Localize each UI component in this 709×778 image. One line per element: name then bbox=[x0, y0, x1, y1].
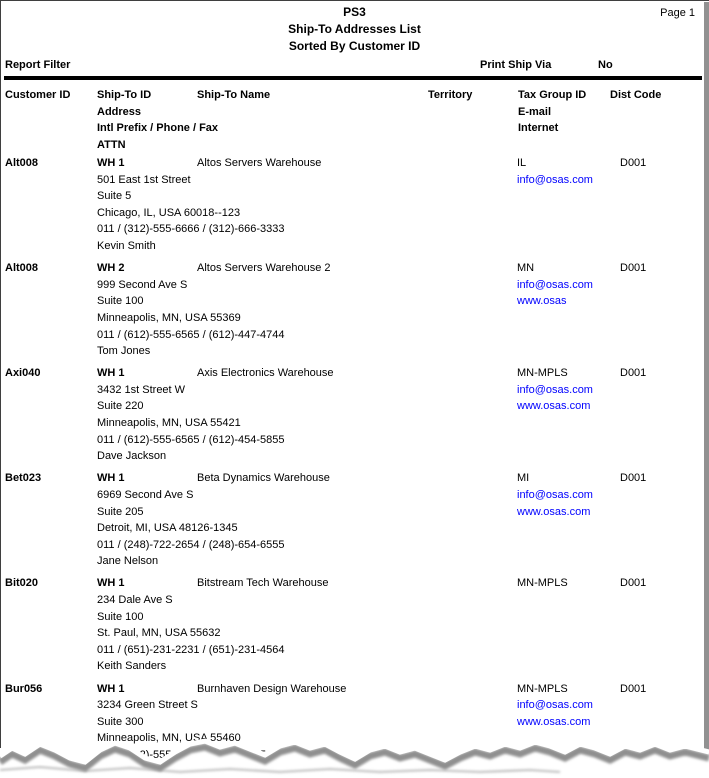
col-header-territory: Territory bbox=[428, 89, 473, 101]
tax-group-id: MN-MPLS bbox=[517, 367, 568, 380]
tax-group-id: MN-MPLS bbox=[517, 682, 568, 695]
tax-group-id: IL bbox=[517, 157, 527, 169]
print-ship-via-value: No bbox=[598, 59, 613, 71]
ship-to-id: WH 1 bbox=[97, 367, 125, 380]
report-sort-line: Sorted By Customer ID bbox=[288, 39, 421, 53]
attn-name: Kevin Smith bbox=[97, 240, 156, 252]
customer-id: Alt008 bbox=[5, 262, 39, 275]
address-line-1: 3432 1st Street W bbox=[97, 383, 186, 396]
phone-line: 011 / (651)-231-2231 / (651)-231-4564 bbox=[97, 643, 285, 656]
internet-link: www.osas bbox=[517, 295, 567, 308]
attn-name: Jane Nelson bbox=[97, 555, 159, 568]
print-ship-via-label: Print Ship Via bbox=[480, 59, 552, 71]
ship-to-name: Burnhaven Design Warehouse bbox=[197, 682, 347, 695]
city-line: Detroit, MI, USA 48126-1345 bbox=[97, 522, 238, 535]
dist-code: D001 bbox=[620, 682, 647, 695]
ship-to-id: WH 1 bbox=[97, 157, 125, 169]
header-rule bbox=[4, 76, 702, 80]
customer-id: Alt008 bbox=[5, 157, 39, 169]
col-header-customer-id: Customer ID bbox=[5, 89, 71, 101]
email-link: info@osas.com bbox=[517, 278, 593, 291]
col-header-internet: Internet bbox=[518, 122, 559, 134]
address-line-2: Suite 100 bbox=[97, 610, 144, 623]
dist-code: D001 bbox=[620, 577, 647, 590]
address-line-2: Suite 5 bbox=[97, 190, 132, 203]
attn-name: Keith Sanders bbox=[97, 660, 167, 673]
ship-to-id: WH 1 bbox=[97, 682, 125, 695]
ship-to-id: WH 1 bbox=[97, 577, 125, 590]
customer-id: Axi040 bbox=[5, 367, 41, 380]
dist-code: D001 bbox=[620, 262, 647, 275]
tax-group-id: MN-MPLS bbox=[517, 577, 568, 590]
attn-name: Dave Jackson bbox=[97, 450, 167, 463]
city-line: Minneapolis, MN, USA 55369 bbox=[97, 311, 241, 324]
phone-line: 011 / (612)-555-6565 / (612)-447-4744 bbox=[97, 328, 285, 341]
address-line-1: 3234 Green Street S bbox=[97, 699, 198, 712]
report-filter-label: Report Filter bbox=[5, 59, 71, 71]
dist-code: D001 bbox=[620, 472, 647, 485]
email-link: info@osas.com bbox=[517, 488, 593, 501]
col-header-phone-fax: Intl Prefix / Phone / Fax bbox=[97, 122, 219, 134]
col-header-tax-group-id: Tax Group ID bbox=[518, 89, 587, 101]
ship-to-id: WH 2 bbox=[97, 262, 125, 275]
address-line-2: Suite 300 bbox=[97, 715, 144, 728]
dist-code: D001 bbox=[620, 157, 647, 169]
tax-group-id: MI bbox=[517, 472, 530, 485]
ship-to-id: WH 1 bbox=[97, 472, 125, 485]
customer-id: Bit020 bbox=[5, 577, 39, 590]
ship-to-name: Axis Electronics Warehouse bbox=[197, 367, 334, 380]
report-subtitle: Ship-To Addresses List bbox=[288, 22, 421, 36]
email-link: info@osas.com bbox=[517, 173, 593, 186]
col-header-email: E-mail bbox=[518, 105, 552, 118]
col-header-ship-to-name: Ship-To Name bbox=[197, 89, 271, 101]
tax-group-id: MN bbox=[517, 262, 535, 275]
page-number: Page 1 bbox=[660, 7, 695, 19]
ship-to-name: Altos Servers Warehouse bbox=[197, 157, 322, 169]
ship-to-name: Beta Dynamics Warehouse bbox=[197, 472, 330, 485]
page-border-left bbox=[0, 0, 1, 748]
dist-code: D001 bbox=[620, 367, 647, 380]
phone-line: 011 / (248)-722-2654 / (248)-654-6555 bbox=[97, 538, 285, 551]
phone-line: 011 / (312)-555-6666 / (312)-666-3333 bbox=[97, 223, 285, 236]
address-line-1: 501 East 1st Street bbox=[97, 173, 191, 186]
email-link: info@osas.com bbox=[517, 699, 593, 712]
address-line-1: 999 Second Ave S bbox=[97, 278, 188, 291]
page-border-top bbox=[0, 0, 709, 1]
report-title: PS3 bbox=[343, 5, 366, 19]
address-line-1: 6969 Second Ave S bbox=[97, 488, 194, 501]
col-header-address: Address bbox=[97, 105, 142, 118]
city-line: Minneapolis, MN, USA 55421 bbox=[97, 417, 241, 429]
internet-link: www.osas.com bbox=[517, 400, 591, 413]
address-line-2: Suite 100 bbox=[97, 295, 144, 308]
phone-line: 011 / (612)-555-6565 / (612)-454-5855 bbox=[97, 433, 285, 446]
email-link: info@osas.com bbox=[517, 383, 593, 396]
page-shadow-right bbox=[704, 2, 709, 756]
internet-link: www.osas.com bbox=[517, 715, 591, 728]
city-line: St. Paul, MN, USA 55632 bbox=[97, 627, 221, 640]
col-header-attn: ATTN bbox=[97, 138, 126, 151]
city-line: Minneapolis, MN, USA 55460 bbox=[97, 732, 241, 745]
city-line: Chicago, IL, USA 60018--123 bbox=[97, 206, 241, 219]
col-header-ship-to-id: Ship-To ID bbox=[97, 89, 152, 101]
address-line-2: Suite 220 bbox=[97, 400, 144, 413]
address-line-1: 234 Dale Ave S bbox=[97, 594, 173, 606]
ship-to-name: Bitstream Tech Warehouse bbox=[197, 577, 329, 590]
col-header-dist-code: Dist Code bbox=[610, 89, 662, 101]
internet-link: www.osas.com bbox=[517, 505, 591, 518]
customer-id: Bet023 bbox=[5, 472, 42, 485]
torn-paper-edge bbox=[0, 734, 709, 778]
ship-to-name: Altos Servers Warehouse 2 bbox=[197, 262, 331, 275]
attn-name: Tom Jones bbox=[97, 345, 151, 358]
address-line-2: Suite 205 bbox=[97, 505, 144, 518]
customer-id: Bur056 bbox=[5, 682, 43, 695]
